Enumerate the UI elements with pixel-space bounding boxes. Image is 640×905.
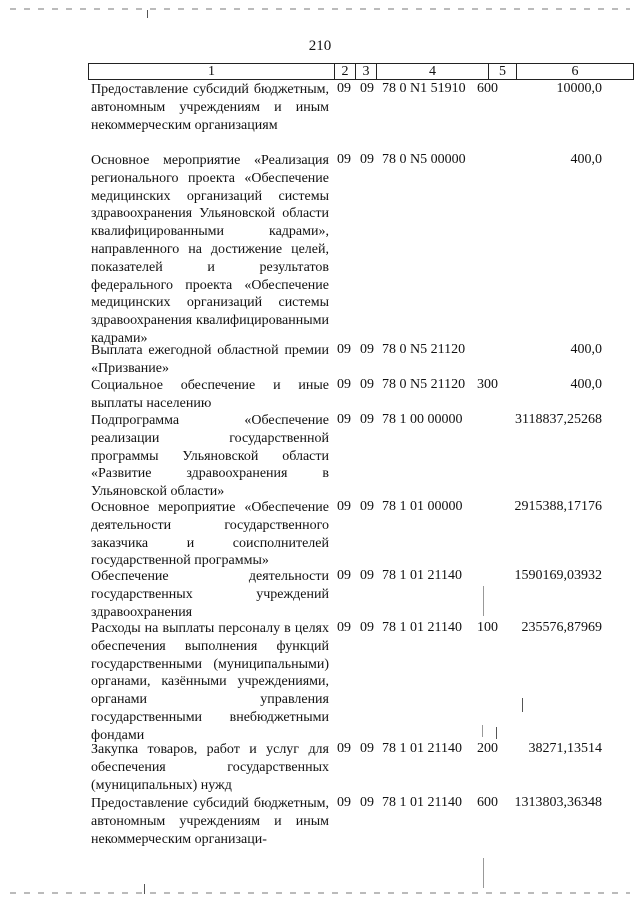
row-target-code: 78 1 01 00000 [382, 499, 463, 514]
row-subsection: 09 [360, 152, 374, 167]
row-expense-type: 600 [477, 795, 498, 810]
scan-mark [496, 727, 497, 739]
row-subsection: 09 [360, 620, 374, 635]
row-section: 09 [337, 620, 351, 635]
scan-mark [482, 725, 483, 737]
row-description: Основное мероприятие «Реализация регионального проекта «Обеспечение медицинских организаций системы здравоохранения Ульяновской области квалифицированными кадрами», направленного на достижение целей, показателей и результатов федерального проекта «Обеспечение медицинских организаций системы здравоохранения квалифицированными кадрами» [91, 153, 329, 346]
page-number: 210 [308, 38, 332, 54]
row-target-code: 78 0 N1 51910 [382, 81, 466, 96]
row-subsection: 09 [360, 499, 374, 514]
row-target-code: 78 1 01 21140 [382, 795, 462, 810]
row-description: Предоставление субсидий бюджетным, автономным учреждениям и иным некоммерческим организаци- [91, 796, 329, 847]
row-amount: 400,0 [570, 377, 602, 392]
row-section: 09 [337, 568, 351, 583]
header-col-3: 3 [356, 64, 377, 79]
row-target-code: 78 0 N5 21120 [382, 377, 466, 392]
row-amount: 1313803,36348 [514, 795, 602, 810]
row-section: 09 [337, 499, 351, 514]
row-subsection: 09 [360, 795, 374, 810]
scan-mark [483, 858, 484, 888]
row-subsection: 09 [360, 568, 374, 583]
row-section: 09 [337, 412, 351, 427]
row-section: 09 [337, 741, 351, 756]
scan-noise-bottom [10, 892, 630, 894]
row-amount: 1590169,03932 [514, 568, 602, 583]
scan-mark [522, 698, 523, 712]
row-expense-type: 600 [477, 81, 498, 96]
row-target-code: 78 0 N5 00000 [382, 152, 466, 167]
row-expense-type: 300 [477, 377, 498, 392]
table-header [88, 63, 634, 80]
row-subsection: 09 [360, 377, 374, 392]
row-expense-type: 100 [477, 620, 498, 635]
header-col-5: 5 [489, 64, 517, 79]
row-target-code: 78 1 01 21140 [382, 568, 462, 583]
header-col-6: 6 [571, 64, 579, 79]
header-col-2: 2 [335, 64, 356, 79]
header-col-1: 1 [89, 64, 335, 79]
row-expense-type: 200 [477, 741, 498, 756]
row-amount: 400,0 [570, 342, 602, 357]
row-subsection: 09 [360, 342, 374, 357]
row-subsection: 09 [360, 741, 374, 756]
row-section: 09 [337, 152, 351, 167]
header-col-4: 4 [377, 64, 489, 79]
row-subsection: 09 [360, 81, 374, 96]
row-section: 09 [337, 795, 351, 810]
row-section: 09 [337, 81, 351, 96]
row-amount: 2915388,17176 [514, 499, 602, 514]
row-section: 09 [337, 377, 351, 392]
scan-mark [483, 586, 484, 616]
row-target-code: 78 0 N5 21120 [382, 342, 466, 357]
row-description: Предоставление субсидий бюджетным, автономным учреждениям и иным некоммерческим организациям [91, 82, 329, 133]
scan-noise-top [10, 8, 630, 10]
row-target-code: 78 1 01 21140 [382, 741, 462, 756]
row-amount: 3118837,25268 [515, 412, 602, 427]
row-amount: 38271,13514 [528, 741, 602, 756]
row-section: 09 [337, 342, 351, 357]
row-description: Социальное обеспечение и иные выплаты населению [91, 378, 329, 411]
row-description: Выплата ежегодной областной премии «Призвание» [91, 343, 329, 376]
row-amount: 10000,0 [556, 81, 602, 96]
row-amount: 235576,87969 [521, 620, 602, 635]
row-description: Расходы на выплаты персоналу в целях обеспечения выполнения функций государственными (муниципальными) органами, казёнными учреждениями, органами управления государственными внебюджетными фондами [91, 621, 329, 743]
row-description: Основное мероприятие «Обеспечение деятельности государственного заказчика и соисполнителей государственной программы» [91, 500, 329, 569]
row-description: Обеспечение деятельности государственных учреждений здравоохранения [91, 569, 329, 620]
row-description: Закупка товаров, работ и услуг для обеспечения государственных (муниципальных) нужд [91, 742, 329, 793]
row-subsection: 09 [360, 412, 374, 427]
row-amount: 400,0 [570, 152, 602, 167]
scan-mark [147, 10, 148, 18]
row-target-code: 78 1 00 00000 [382, 412, 463, 427]
row-description: Подпрограмма «Обеспечение реализации государственной программы Ульяновской области «Развитие здравоохранения в Ульяновской области» [91, 413, 329, 500]
row-target-code: 78 1 01 21140 [382, 620, 462, 635]
